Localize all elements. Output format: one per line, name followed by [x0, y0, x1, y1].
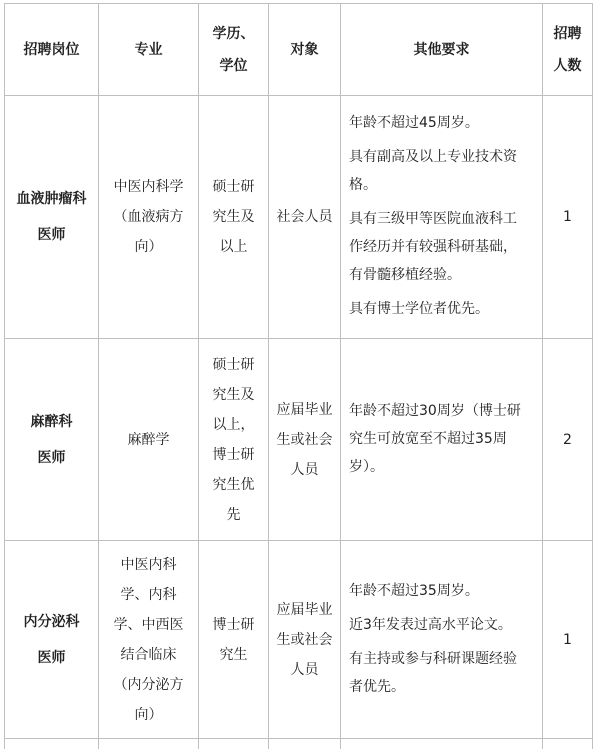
- cell-requirements: 年龄不超过35周岁。 近3年发表过高水平论文。 有主持或参与科研课题经验 者优先。: [341, 541, 543, 739]
- cell-count: 2: [543, 339, 593, 541]
- cell-target: 应届毕业 生或社会 人员: [269, 339, 341, 541]
- cell-position: 血液肿瘤科 医师: [5, 96, 99, 339]
- cell-position: 内分泌科 医师: [5, 541, 99, 739]
- cell-empty: [199, 739, 269, 749]
- cell-requirements: 年龄不超过30周岁（博士研 究生可放宽至不超过35周 岁）。: [341, 339, 543, 541]
- cell-requirements: 年龄不超过45周岁。 具有副高及以上专业技术资 格。 具有三级甲等医院血液科工 作经历并有较强科研基础， 有骨髓移植经验。 具有博士学位者优先。: [341, 96, 543, 339]
- cell-empty: [341, 739, 543, 749]
- header-target: 对象: [269, 4, 341, 96]
- cell-position: 麻醉科 医师: [5, 339, 99, 541]
- cell-empty: [5, 739, 99, 749]
- cell-education: 硕士研 究生及 以上， 博士研 究生优 先: [199, 339, 269, 541]
- cell-education: 博士研 究生: [199, 541, 269, 739]
- header-count: 招聘 人数: [543, 4, 593, 96]
- header-position: 招聘岗位: [5, 4, 99, 96]
- cell-major: 麻醉学: [99, 339, 199, 541]
- cell-target: 社会人员: [269, 96, 341, 339]
- table-row: [5, 339, 593, 541]
- header-major: 专业: [99, 4, 199, 96]
- header-row: [5, 4, 593, 96]
- header-requirements: 其他要求: [341, 4, 543, 96]
- recruitment-table: [4, 3, 593, 749]
- table-row-partial: [5, 739, 593, 749]
- cell-empty: [543, 739, 593, 749]
- cell-count: 1: [543, 541, 593, 739]
- table-row: [5, 96, 593, 339]
- cell-count: 1: [543, 96, 593, 339]
- header-education: 学历、 学位: [199, 4, 269, 96]
- table-row: [5, 541, 593, 739]
- cell-major: 中医内科 学、内科 学、中西医 结合临床 （内分泌方 向）: [99, 541, 199, 739]
- cell-target: 应届毕业 生或社会 人员: [269, 541, 341, 739]
- cell-empty: [269, 739, 341, 749]
- cell-empty: [99, 739, 199, 749]
- cell-major: 中医内科学 （血液病方 向）: [99, 96, 199, 339]
- cell-education: 硕士研 究生及 以上: [199, 96, 269, 339]
